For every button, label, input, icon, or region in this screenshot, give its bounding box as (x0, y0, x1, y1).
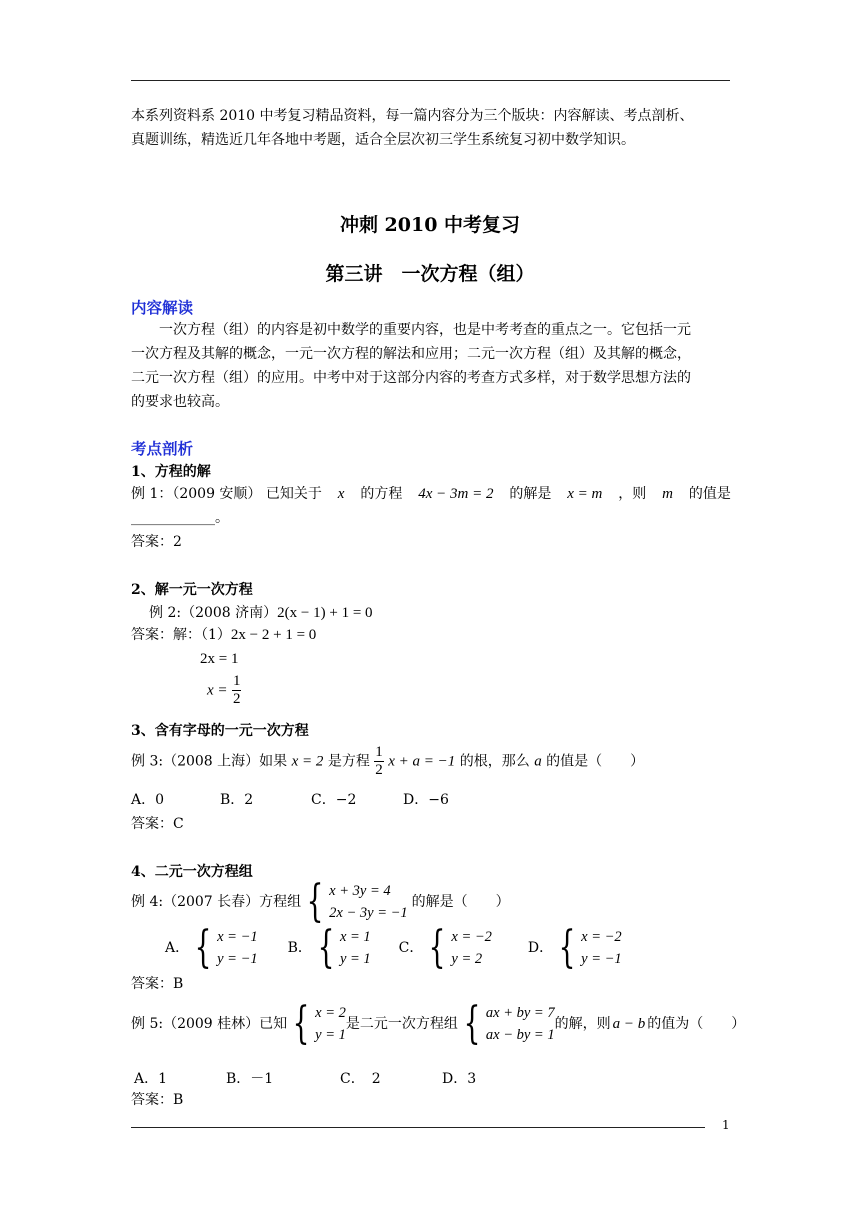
section-1-heading: 1、方程的解 (131, 464, 211, 480)
answer-2-fraction (232, 673, 242, 708)
brace-icon: { (317, 922, 335, 973)
answer-3: 答案：C (131, 816, 184, 832)
option-4-a-label: A． (165, 940, 190, 956)
option-4-b-row-2: y = 1 (339, 951, 371, 967)
option-5-c: C． 2 (340, 1071, 381, 1087)
answer-2-step-3-lhs: x = (207, 682, 228, 699)
example-5-system (458, 998, 555, 1049)
lecture-title: 第三讲 一次方程（组） (325, 263, 535, 285)
example-3 (131, 744, 644, 779)
answer-2-fraction-num: 1 (232, 673, 241, 689)
option-4-d-row-2: y = −1 (581, 951, 622, 967)
example-5-solution-row-1: x = 2 (315, 1005, 346, 1021)
brace-icon: { (463, 998, 481, 1049)
page-title: 冲刺 2010 中考复习 (339, 214, 521, 236)
example-3-prefix: 例 3:（2008 上海）如果 (131, 753, 288, 770)
example-3-mid2: 的根，那么 (459, 753, 530, 770)
option-4-d (553, 922, 622, 973)
answer-2 (131, 626, 316, 644)
example-4 (131, 876, 510, 927)
section-4-heading: 4、二元一次方程组 (131, 864, 253, 880)
example-1-prefix: 例 1：（2009 安顺） 已知关于 (131, 486, 322, 502)
example-1-blank: ____________。 (131, 510, 229, 526)
example-2-label: 例 2:（2008 济南） (149, 605, 278, 621)
example-5-mid: 是二元一次方程组 (345, 1016, 458, 1032)
option-4-c (423, 922, 492, 973)
option-3-d: D．−6 (403, 792, 449, 808)
example-5 (131, 998, 746, 1049)
example-1 (131, 485, 731, 503)
header-rule (131, 80, 730, 81)
option-4-a (189, 922, 258, 973)
answer-5: 答案：B (131, 1092, 184, 1108)
option-5-d: D．3 (442, 1071, 477, 1087)
answer-2-step-3 (207, 673, 241, 708)
example-4-options (165, 922, 622, 973)
brace-icon: { (558, 922, 576, 973)
example-4-row-1: x + 3y = 4 (329, 883, 391, 899)
option-3-a: A．0 (131, 792, 165, 808)
example-5-solution (287, 998, 346, 1049)
answer-2-prefix: 答案：解：（1） (131, 627, 231, 643)
answer-2-fraction-den: 2 (232, 691, 241, 707)
intro-line-1: 本系列资料系 2010 中考复习精品资料，每一篇内容分为三个版块：内容解读、考点剖析、 (131, 108, 694, 124)
option-4-b-label: B． (287, 940, 312, 956)
section-3-heading: 3、含有字母的一元一次方程 (131, 723, 309, 739)
example-4-end: 的解是（ ） (411, 894, 510, 910)
option-4-c-row-1: x = −2 (451, 929, 492, 945)
example-1-end: 的值是 (688, 486, 731, 502)
example-2 (149, 604, 373, 622)
section-2-heading: 2、解一元一次方程 (131, 582, 253, 598)
footer-rule (131, 1127, 705, 1128)
example-3-equation: x + a = −1 (388, 753, 456, 770)
example-3-fraction-num: 1 (375, 744, 383, 760)
option-4-c-row-2: y = 2 (451, 951, 483, 967)
example-1-var-m: m (662, 486, 673, 502)
option-4-b (312, 922, 371, 973)
example-1-var-x: x (337, 486, 345, 502)
example-4-row-2: 2x − 3y = −1 (329, 905, 408, 921)
example-3-var-a: a (534, 753, 542, 770)
option-4-a-row-1: x = −1 (217, 929, 258, 945)
content-line-2: 一次方程及其解的概念，一元一次方程的解法和应用；二元一次方程（组）及其解的概念， (131, 346, 691, 362)
answer-4: 答案：B (131, 976, 184, 992)
brace-icon: { (292, 998, 310, 1049)
page-number: 1 (722, 1118, 730, 1132)
example-3-fraction-den: 2 (375, 762, 383, 778)
example-4-system (301, 876, 408, 927)
option-4-a-row-2: y = −1 (217, 951, 258, 967)
answer-2-step-1: 2x − 2 + 1 = 0 (230, 627, 317, 643)
option-3-b: B．2 (220, 792, 254, 808)
option-5-a: A．1 (134, 1071, 168, 1087)
example-5-prefix: 例 5:（2009 桂林）已知 (131, 1016, 288, 1032)
example-5-expression: a − b (612, 1016, 646, 1032)
answer-1: 答案：2 (131, 534, 182, 550)
example-3-fraction (374, 744, 384, 779)
example-1-solution: x = m (567, 486, 603, 502)
analysis-heading: 考点剖析 (131, 439, 194, 458)
example-5-system-row-1: ax + by = 7 (485, 1005, 555, 1021)
example-5-mid2: 的解，则 (554, 1016, 611, 1032)
example-5-solution-row-2: y = 1 (315, 1027, 346, 1043)
content-line-3: 二元一次方程（组）的应用。中考中对于这部分内容的考查方式多样，对于数学思想方法的 (131, 370, 691, 386)
content-line-4: 的要求也较高。 (131, 394, 229, 410)
example-4-prefix: 例 4:（2007 长春）方程组 (131, 894, 302, 910)
answer-2-step-2: 2x = 1 (200, 651, 239, 667)
example-3-end: 的值是（ ） (546, 753, 645, 770)
content-heading: 内容解读 (131, 298, 194, 317)
content-line-1: 一次方程（组）的内容是初中数学的重要内容，也是中考考查的重点之一。它包括一元 (159, 322, 691, 338)
option-4-d-row-1: x = −2 (581, 929, 622, 945)
example-1-mid1: 的方程 (360, 486, 403, 502)
option-4-b-row-1: x = 1 (339, 929, 371, 945)
intro-line-2: 真题训练，精选近几年各地中考题，适合全层次初三学生系统复习初中数学知识。 (131, 132, 635, 148)
example-5-end: 的值为（ ） (647, 1016, 746, 1032)
brace-icon: { (194, 922, 212, 973)
option-4-d-label: D． (527, 940, 554, 956)
example-1-mid2: 的解是 (509, 486, 552, 502)
brace-icon: { (306, 876, 324, 927)
example-1-mid3: ，则 (618, 486, 647, 502)
example-3-mid: 是方程 (327, 753, 370, 770)
example-5-system-row-2: ax − by = 1 (485, 1027, 555, 1043)
option-5-b: B．－1 (226, 1071, 274, 1087)
option-4-c-label: C． (398, 940, 424, 956)
option-3-c: C．−2 (311, 792, 357, 808)
example-2-equation: 2(x − 1) + 1 = 0 (277, 605, 373, 621)
example-1-equation: 4x − 3m = 2 (418, 486, 494, 502)
brace-icon: { (428, 922, 446, 973)
example-3-condition: x = 2 (291, 753, 324, 770)
